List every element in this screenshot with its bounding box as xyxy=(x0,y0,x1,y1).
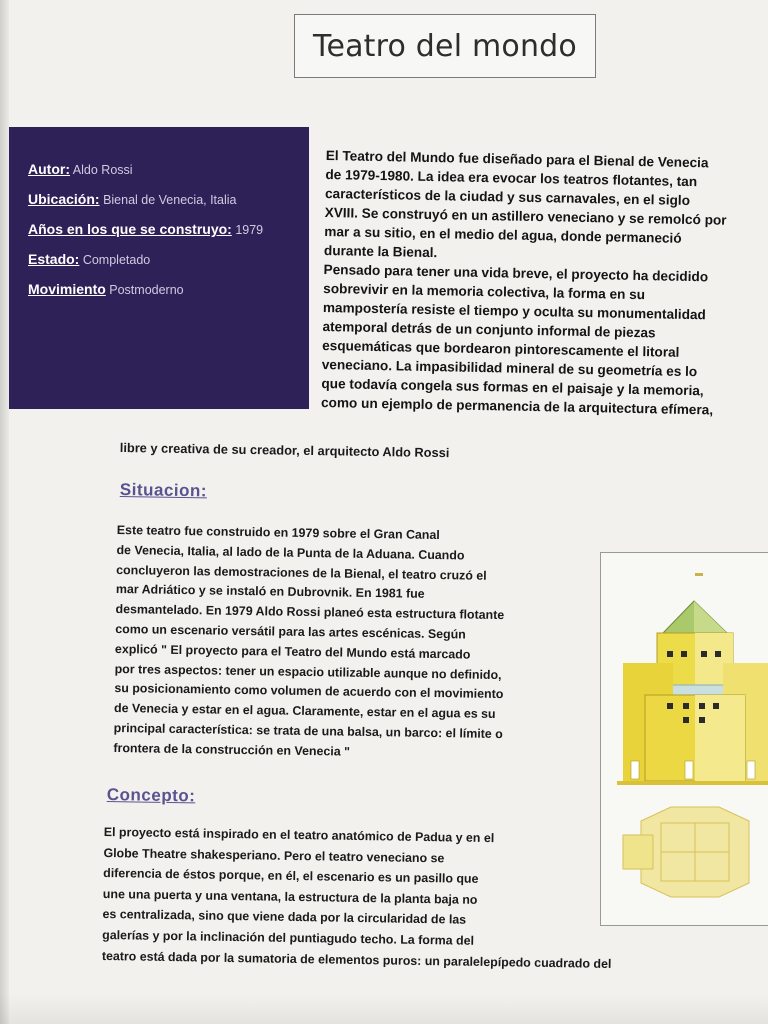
concepto-line: diferencia de éstos porque, en él, el escenario es un pasillo que xyxy=(103,866,479,887)
window-icon xyxy=(701,651,707,657)
situacion-line: explicó " El proyecto para el Teatro del Mundo está marcado xyxy=(114,641,471,662)
intro-line: característicos de la ciudad y sus carnavales, en el siglo xyxy=(324,185,691,208)
window-icon xyxy=(699,717,705,723)
intro-line: Pensado para tener una vida breve, el proyecto ha decidido xyxy=(323,261,709,285)
situacion-heading: Situacion: xyxy=(119,480,208,501)
intro-line: mar a su sitio, en el medio del agua, donde permaneció xyxy=(324,223,682,246)
situacion-line: como un escenario versátil para las artes escénicas. Según xyxy=(115,621,466,642)
theatre-drawing xyxy=(601,553,768,927)
intro-line: mampostería resiste el tiempo y oculta su monumentalidad xyxy=(322,299,706,323)
intro-line: sobrevivir en la memoria colectiva, la forma en su xyxy=(323,280,646,303)
intro-line: como un ejemplo de permanencia de la arquitectura efímera, xyxy=(320,394,714,418)
situacion-paragraph xyxy=(113,521,595,766)
window-icon xyxy=(713,703,719,709)
intro-line: XVIII. Se construyó en un astillero veneciano y se remolcó por xyxy=(324,204,727,228)
intro-line: durante la Bienal. xyxy=(323,242,438,261)
concepto-heading: Concepto: xyxy=(106,785,196,806)
situacion-line: desmantelado. En 1979 Aldo Rossi planeó esta estructura flotante xyxy=(115,602,505,623)
door-icon xyxy=(685,761,693,779)
years-label: Años en los que se construyo: xyxy=(28,221,232,237)
movement-value: Postmoderno xyxy=(109,283,184,297)
title-box xyxy=(294,14,596,78)
intro-paragraph xyxy=(321,146,766,420)
window-icon xyxy=(667,703,673,709)
theatre-illustration xyxy=(600,552,768,926)
status-value: Completado xyxy=(82,253,151,267)
concepto-line: El proyecto está inspirado en el teatro anatómico de Padua y en el xyxy=(103,824,495,846)
location-value: Bienal de Venecia, Italia xyxy=(103,193,237,207)
window-icon xyxy=(667,651,673,657)
intro-line: que todavía congela sus formas en el paisaje y la memoria, xyxy=(321,375,704,399)
door-icon xyxy=(747,761,755,779)
author-value: Aldo Rossi xyxy=(72,163,133,177)
situacion-line: principal característica: se trata de una balsa, un barco: el límite o xyxy=(113,720,503,742)
floor-plan-icon xyxy=(623,807,749,897)
concepto-line: galerías y por la inclinación del puntiagudo techo. La forma del xyxy=(102,927,475,948)
concepto-line: Globe Theatre shakesperiano. Pero el teatro veneciano se xyxy=(103,845,445,865)
intro-line: veneciano. La impasibilidad mineral de su geometría es lo xyxy=(321,356,698,380)
situacion-line: de Venecia, Italia, al lado de la Punta de la Aduana. Cuando xyxy=(116,542,465,563)
situacion-line: mar Adriático y se instaló en Dubrovnik. En 1981 fue xyxy=(115,582,425,602)
intro-line: El Teatro del Mundo fue diseñado para el Bienal de Venecia xyxy=(325,147,709,171)
info-author xyxy=(28,161,295,179)
situacion-line: de Venecia y estar en el agua. Claramente, estar en el agua es su xyxy=(113,701,496,722)
info-movement xyxy=(28,281,295,299)
situacion-line: frontera de la construcción en Venecia " xyxy=(113,740,351,759)
info-years xyxy=(28,221,295,239)
info-box xyxy=(9,127,309,409)
window-icon xyxy=(681,651,687,657)
base-line xyxy=(617,781,768,785)
concepto-line: es centralizada, sino que viene dada por la circularidad de las xyxy=(102,907,467,928)
movement-label: Movimiento xyxy=(28,281,106,297)
window-icon xyxy=(699,703,705,709)
info-location xyxy=(28,191,295,209)
situacion-line: Este teatro fue construido en 1979 sobre el Gran Canal xyxy=(116,522,440,543)
intro-line: de 1979-1980. La idea era evocar los teatros flotantes, tan xyxy=(325,166,698,190)
author-label: Autor: xyxy=(28,161,70,177)
concepto-line: teatro está dada por la sumatoria de elementos puros: un paralelepípedo cuadrado del xyxy=(101,948,612,971)
page-shadow xyxy=(0,994,768,1024)
window-icon xyxy=(715,651,721,657)
door-icon xyxy=(631,761,639,779)
situacion-line: concluyeron las demostraciones de la Bienal, el teatro cruzó el xyxy=(116,562,487,583)
location-label: Ubicación: xyxy=(28,191,100,207)
intro-line: atemporal detrás de un conjunto informal de piezas xyxy=(322,318,656,341)
years-value: 1979 xyxy=(235,223,264,237)
window-icon xyxy=(683,717,689,723)
concepto-line: une una puerta y una ventana, la estructura de la planta baja no xyxy=(102,886,478,907)
situacion-line: su posicionamiento como volumen de acuerdo con el movimiento xyxy=(114,681,504,702)
intro-last-line: libre y creativa de su creador, el arquitecto Aldo Rossi xyxy=(119,439,450,461)
page-edge xyxy=(0,0,9,1024)
caption-mark xyxy=(695,573,703,576)
page-title: Teatro del mondo xyxy=(313,28,577,64)
status-label: Estado: xyxy=(28,251,80,267)
info-status xyxy=(28,251,295,269)
situacion-line: por tres aspectos: tener un espacio utilizable aunque no definido, xyxy=(114,661,502,682)
intro-line: esquemáticas que bordearon pintorescamente el litoral xyxy=(322,337,680,360)
window-icon xyxy=(683,703,689,709)
